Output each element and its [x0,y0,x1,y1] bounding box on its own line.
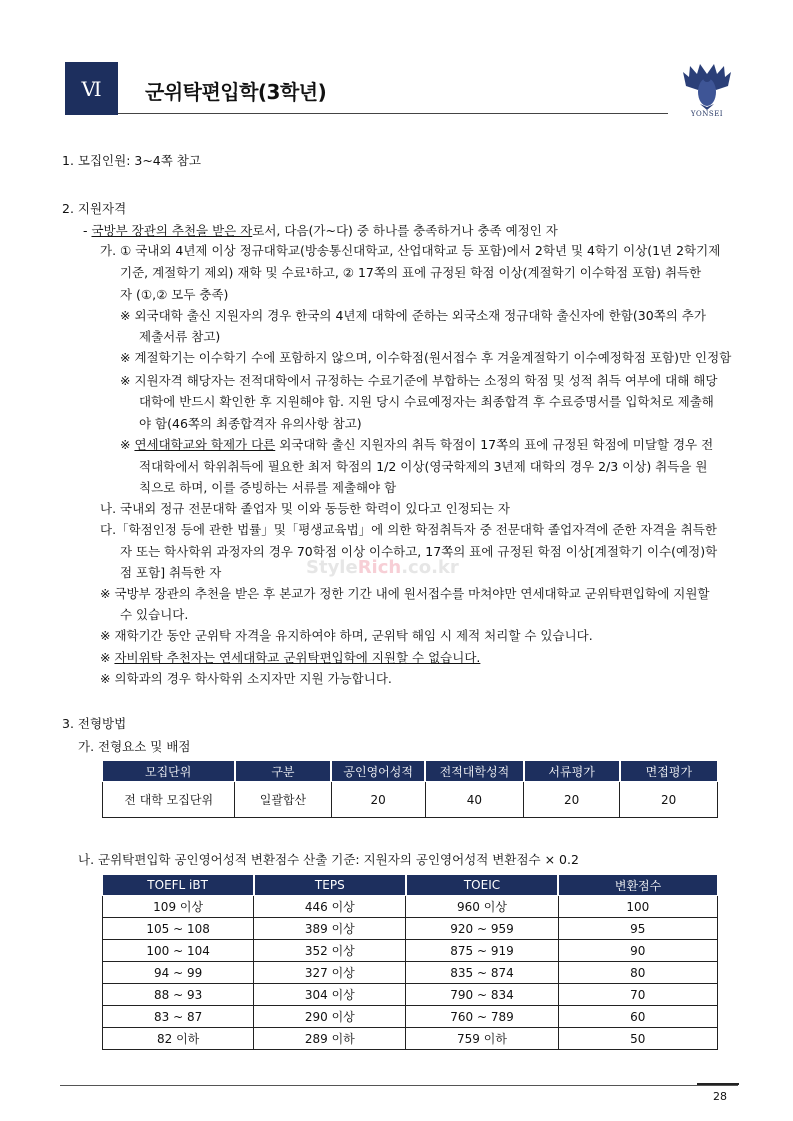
item-da-line-2: 자 또는 학사학위 과정자의 경우 70학점 이상 이수하고, 17쪽의 표에 규정된 학점 이상[계절학기 이수(예정)학 [120,544,718,559]
remark-4: ※ 의학과의 경우 학사학위 소지자만 지원 가능합니다. [100,671,392,686]
table-cell: 94 ~ 99 [103,962,254,984]
table-cell: 일괄합산 [235,782,331,818]
watermark-pre: Style [306,557,358,578]
table-cell: 304 이상 [254,984,406,1006]
item-da-line-1: 다.「학점인정 등에 관한 법률」및「평생교육법」에 의한 학점취득자 중 전문대학 졸업자격에 준한 자격을 취득한 [100,522,717,537]
table-cell: 전 대학 모집단위 [103,782,235,818]
chapter-number-box [65,62,118,115]
table-row [103,962,718,984]
section-1-recruitment: 1. 모집인원: 3~4쪽 참고 [62,153,201,168]
scoring-table-header [103,761,718,782]
table-header-cell: 전적대학성적 [425,761,523,782]
table-header-cell: 서류평가 [524,761,620,782]
note-4-line-3: 칙으로 하며, 이를 증빙하는 서류를 제출해야 함 [139,480,397,495]
table-cell: 20 [524,782,620,818]
page-title: 군위탁편입학(3학년) [145,80,327,104]
dash-prefix: - [83,223,92,238]
remark-3-underlined: 자비위탁 추천자는 연세대학교 군위탁편입학에 지원할 수 없습니다. [114,650,481,665]
eligibility-summary [83,223,558,239]
remark-3-prefix: ※ [100,650,115,665]
table-cell: 109 이상 [103,896,254,918]
table-cell: 90 [558,940,717,962]
note-4-line-1 [120,437,713,453]
table-row [103,782,718,818]
table-cell: 100 [558,896,717,918]
table-cell: 88 ~ 93 [103,984,254,1006]
table-header-cell: TOEIC [406,875,558,896]
table-cell: 82 이하 [103,1028,254,1050]
note-2: ※ 계절학기는 이수학기 수에 포함하지 않으며, 이수학점(원서접수 후 겨울계절학기 이수예정학점 포함)만 인정함 [120,350,732,365]
table-header-cell: TOEFL iBT [103,875,254,896]
table-cell: 759 이하 [406,1028,558,1050]
remark-2: ※ 재학기간 동안 군위탁 자격을 유지하여야 하며, 군위탁 해임 시 제적 처리할 수 있습니다. [100,628,593,643]
table-cell: 95 [558,918,717,940]
table-row [103,1006,718,1028]
note-3-line-2: 대학에 반드시 확인한 후 지원해야 함. 지원 당시 수료예정자는 최종합격 후 수료증명서를 입학처로 제출해 [139,394,714,409]
section-2-heading: 2. 지원자격 [62,201,127,216]
table-row [103,918,718,940]
footer-divider [60,1085,738,1086]
table-header-cell: 공인영어성적 [331,761,425,782]
table-cell: 80 [558,962,717,984]
table-cell: 70 [558,984,717,1006]
table-row [103,896,718,918]
logo-text: YONSEI [690,110,724,118]
table-cell: 50 [558,1028,717,1050]
note-4-rest: 외국대학 출신 지원자의 취득 학점이 17쪽의 표에 규정된 학점에 미달할 경우 전 [275,437,714,452]
note-3-line-3: 야 함(46쪽의 최종합격자 유의사항 참고) [139,416,362,431]
chapter-number: Ⅵ [81,76,102,101]
table-cell: 389 이상 [254,918,406,940]
table-header-cell: 모집단위 [103,761,235,782]
item-da-line-3: 점 포함] 취득한 자 [120,565,222,580]
page-number: 28 [713,1090,727,1103]
item-na: 나. 국내외 정규 전문대학 졸업자 및 이와 동등한 학력이 있다고 인정되는 자 [100,501,510,516]
remark-1-line-1: ※ 국방부 장관의 추천을 받은 후 본교가 정한 기간 내에 원서접수를 마쳐야만 연세대학교 군위탁편입학에 지원할 [100,586,710,601]
table-cell: 100 ~ 104 [103,940,254,962]
item-ga-line-3: 자 (①,② 모두 충족) [120,287,229,302]
table-cell: 40 [425,782,523,818]
watermark [306,557,459,578]
note-4-line-2: 적대학에서 학위취득에 필요한 최저 학점의 1/2 이상(영국학제의 3년제 대학의 경우 2/3 이상) 취득을 원 [139,459,708,474]
subsection-ga: 가. 전형요소 및 배점 [78,739,191,754]
remark-3 [100,650,480,666]
table-cell: 790 ~ 834 [406,984,558,1006]
table-cell: 920 ~ 959 [406,918,558,940]
table-header-cell: 변환점수 [558,875,717,896]
remark-1-line-2: 수 있습니다. [120,607,189,622]
dash-underlined: 국방부 장관의 추천을 받은 자 [91,223,253,238]
table-cell: 20 [331,782,425,818]
english-conversion-table [102,874,718,1050]
item-ga-line-2: 기준, 계절학기 제외) 재학 및 수료¹하고, ② 17쪽의 표에 규정된 학점 이상(계절학기 이수학점 포함) 취득한 [120,265,702,280]
table-cell: 446 이상 [254,896,406,918]
note-1-line-1: ※ 외국대학 출신 지원자의 경우 한국의 4년제 대학에 준하는 외국소재 정규대학 출신자에 한함(30쪽의 추가 [120,308,706,323]
dash-rest: 로서, 다음(가~다) 중 하나를 충족하거나 충족 예정인 자 [252,223,558,238]
table-cell: 875 ~ 919 [406,940,558,962]
table-cell: 289 이하 [254,1028,406,1050]
table-cell: 760 ~ 789 [406,1006,558,1028]
table-row [103,984,718,1006]
subsection-na: 나. 군위탁편입학 공인영어성적 변환점수 산출 기준: 지원자의 공인영어성적 변환점수 × 0.2 [78,852,579,867]
table-cell: 960 이상 [406,896,558,918]
scoring-table [102,760,718,818]
table-cell: 352 이상 [254,940,406,962]
note-1-line-2: 제출서류 참고) [139,329,221,344]
table-header-cell: TEPS [254,875,406,896]
note-4-prefix: ※ [120,437,135,452]
table-cell: 20 [620,782,718,818]
item-ga-line-1: 가. ① 국내외 4년제 이상 정규대학교(방송통신대학교, 산업대학교 등 포함)에서 2학년 및 4학기 이상(1년 2학기제 [100,243,721,258]
footer-accent-line [697,1083,739,1085]
table-cell: 290 이상 [254,1006,406,1028]
table-cell: 60 [558,1006,717,1028]
note-3-line-1: ※ 지원자격 해당자는 전적대학에서 규정하는 수료기준에 부합하는 소정의 학점 및 성적 취득 여부에 대해 해당 [120,373,718,388]
watermark-highlight: Rich [357,557,402,578]
table-row [103,940,718,962]
title-divider [118,113,668,114]
table-cell: 105 ~ 108 [103,918,254,940]
section-3-heading: 3. 전형방법 [62,716,127,731]
table-cell: 83 ~ 87 [103,1006,254,1028]
table-cell: 327 이상 [254,962,406,984]
watermark-post: .co.kr [401,557,459,578]
table-cell: 835 ~ 874 [406,962,558,984]
note-4-underlined: 연세대학교와 학제가 다른 [134,437,276,452]
table-header-cell: 면접평가 [620,761,718,782]
table-header-cell: 구분 [235,761,331,782]
table-row [103,1028,718,1050]
conversion-table-header [103,875,718,896]
